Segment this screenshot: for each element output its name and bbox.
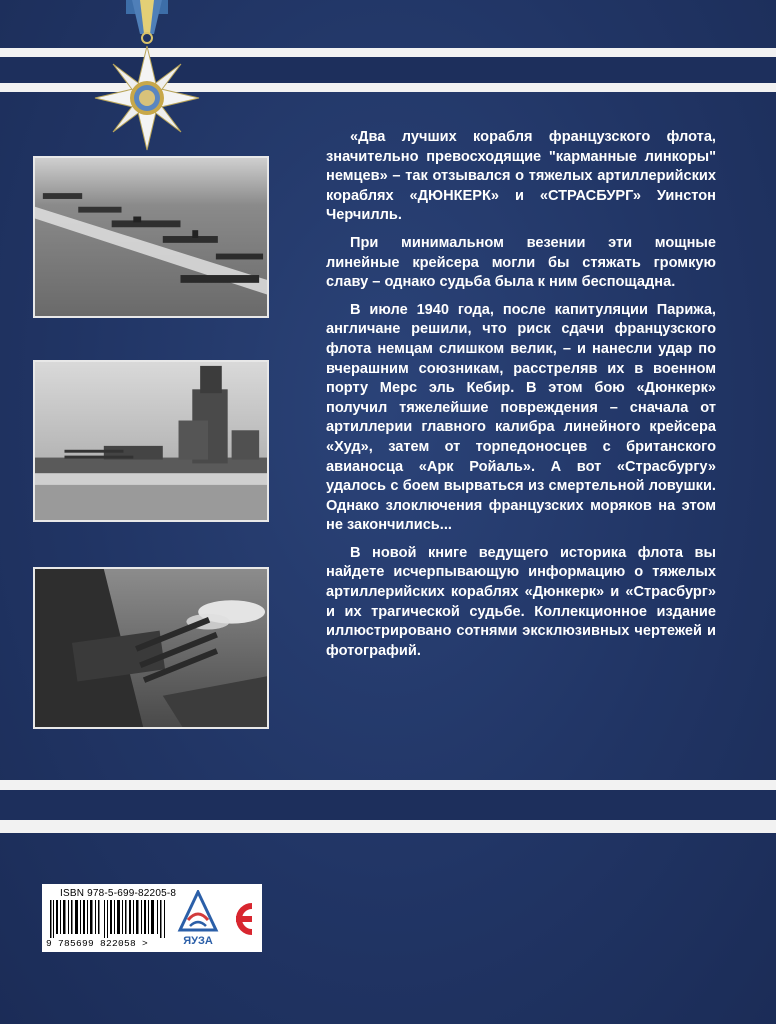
barcode-digits: 9 785699 822058 > [46, 938, 149, 949]
photo-guns-firing [33, 567, 269, 729]
yauza-logo-text: ЯУЗА [183, 935, 213, 947]
paragraph-book-description: В новой книге ведущего историка флота вы найдете исчерпывающую информацию о тяжелых артиллерийских кораблях «Дюнкерк» и «Страсбург» и их трагической судьбе. Коллекционное издание иллюстрировано сотнями эксклюзивных чертежей и фотографий. [326, 544, 716, 659]
bottom-stripe-2 [0, 820, 776, 833]
barcode-panel [42, 884, 262, 952]
paragraph-fate: При минимальном везении эти мощные линейные крейсера могли бы стяжать громкую славу – однако судьба была к ним беспощадна. [326, 234, 716, 291]
bottom-band [0, 790, 776, 820]
isbn-text: ISBN 978-5-699-82205-8 [60, 888, 177, 899]
photo-ships-formation [33, 156, 269, 318]
bottom-stripe-1 [0, 780, 776, 790]
paragraph-churchill-quote: «Два лучших корабля французского флота, значительно превосходящие "карманные линкоры" немцев» – так отзывался о тяжелых артиллерийских кораблях «ДЮНКЕРК» и «СТРАСБУРГ» Уинстон Черчилль. [326, 129, 716, 224]
eksmo-logo-icon [226, 896, 258, 942]
paragraph-mers-el-kebir: В июле 1940 года, после капитуляции Парижа, англичане решили, что риск сдачи французского флота немцам слишком велик, – и нанесли удар по вчерашним союзникам, расстреляв их в военном порту Мерс эль Кебир. В этом бою «Дюнкерк» получил тяжелейшие повреждения – сначала от артиллерии главного калибра линейного крейсера «Худ», затем от торпедоносцев с британского авианосца «Арк Ройаль». А вот «Страсбургу» удалось с боем вырваться из смертельной ловушки. Однако злоключения французских моряков на этом не закончились... [326, 301, 716, 534]
yauza-logo-icon [176, 890, 220, 948]
medal-icon [92, 0, 202, 160]
annotation-text [326, 128, 716, 669]
barcode-icon [48, 900, 168, 938]
photo-battleship-tower [33, 360, 269, 522]
